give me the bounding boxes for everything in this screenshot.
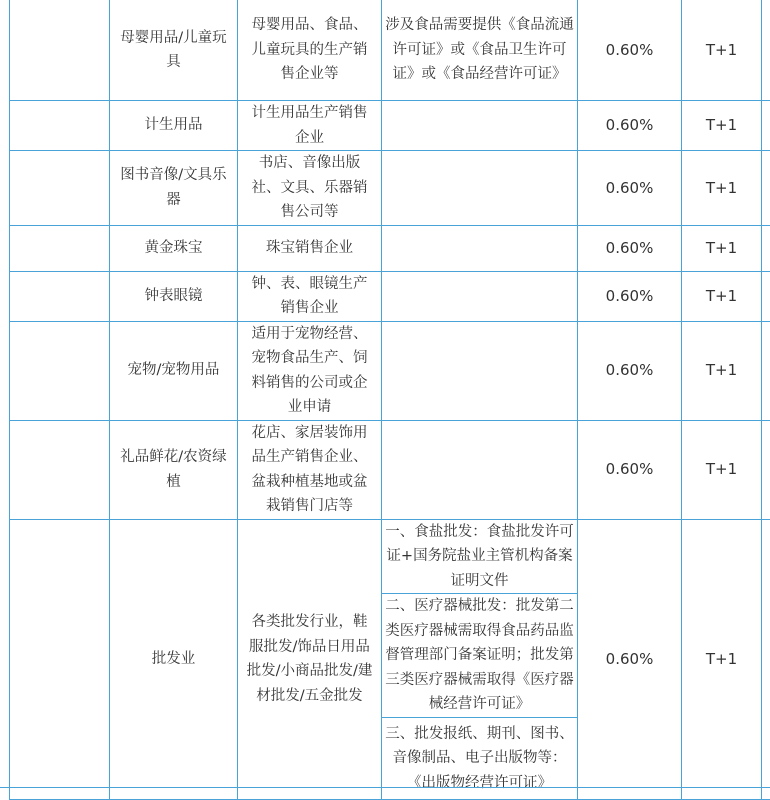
qualification-cell bbox=[382, 151, 578, 226]
table-row bbox=[10, 420, 770, 519]
merchant-category-table bbox=[9, 0, 770, 800]
qualification-cell bbox=[382, 271, 578, 321]
scope-cell: 书店、音像出版社、文具、乐器销售公司等 bbox=[238, 151, 382, 226]
right-margin-cell bbox=[762, 225, 770, 271]
scope-cell: 珠宝销售企业 bbox=[238, 225, 382, 271]
qualification-cell bbox=[382, 420, 578, 519]
scope-cell: 母婴用品、食品、儿童玩具的生产销售企业等 bbox=[238, 0, 382, 101]
qualification-cell bbox=[382, 225, 578, 271]
left-margin-cell bbox=[10, 101, 110, 151]
qualification-cell bbox=[382, 101, 578, 151]
table-row bbox=[10, 321, 770, 420]
settlement-cell: T+1 bbox=[682, 271, 762, 321]
rate-cell: 0.60% bbox=[578, 225, 682, 271]
right-margin-cell bbox=[762, 101, 770, 151]
category-cell: 图书音像/文具乐器 bbox=[110, 151, 238, 226]
table-row bbox=[10, 225, 770, 271]
right-margin-cell bbox=[762, 151, 770, 226]
left-margin-cell bbox=[10, 225, 110, 271]
category-cell: 黄金珠宝 bbox=[110, 225, 238, 271]
right-margin-cell bbox=[762, 271, 770, 321]
qualification-group-cell bbox=[382, 519, 578, 800]
rate-cell: 0.60% bbox=[578, 420, 682, 519]
scope-cell: 花店、家居装饰用品生产销售企业、盆栽种植基地或盆栽销售门店等 bbox=[238, 420, 382, 519]
category-cell: 宠物/宠物用品 bbox=[110, 321, 238, 420]
scope-cell: 适用于宠物经营、宠物食品生产、饲料销售的公司或企业申请 bbox=[238, 321, 382, 420]
settlement-cell: T+1 bbox=[682, 519, 762, 800]
qualification-item: 三、批发报纸、期刊、图书、音像制品、电子出版物等：《出版物经营许可证》 bbox=[382, 717, 577, 799]
scope-cell: 计生用品生产销售企业 bbox=[238, 101, 382, 151]
settlement-cell: T+1 bbox=[682, 0, 762, 101]
table-row bbox=[10, 151, 770, 226]
qualification-cell bbox=[382, 321, 578, 420]
right-margin-cell bbox=[762, 0, 770, 101]
left-margin-cell bbox=[10, 151, 110, 226]
right-margin-cell bbox=[762, 420, 770, 519]
scope-cell: 钟、表、眼镜生产销售企业 bbox=[238, 271, 382, 321]
rate-cell: 0.60% bbox=[578, 271, 682, 321]
qualification-cell: 涉及食品需要提供《食品流通许可证》或《食品卫生许可证》或《食品经营许可证》 bbox=[382, 0, 578, 101]
settlement-cell: T+1 bbox=[682, 101, 762, 151]
rate-cell: 0.60% bbox=[578, 321, 682, 420]
settlement-cell: T+1 bbox=[682, 420, 762, 519]
left-margin-cell bbox=[10, 519, 110, 800]
table-row bbox=[10, 519, 770, 800]
scope-cell: 各类批发行业，鞋服批发/饰品日用品批发/小商品批发/建材批发/五金批发 bbox=[238, 519, 382, 800]
rate-cell: 0.60% bbox=[578, 101, 682, 151]
category-cell: 批发业 bbox=[110, 519, 238, 800]
qualification-item: 二、医疗器械批发：批发第二类医疗器械需取得食品药品监督管理部门备案证明；批发第三类医疗器械需取得《医疗器械经营许可证》 bbox=[382, 594, 577, 718]
qualification-subtable bbox=[382, 520, 577, 800]
rate-cell: 0.60% bbox=[578, 0, 682, 101]
category-cell: 钟表眼镜 bbox=[110, 271, 238, 321]
table-row bbox=[10, 271, 770, 321]
left-margin-cell bbox=[10, 271, 110, 321]
table-bottom-border bbox=[0, 787, 770, 788]
right-margin-cell bbox=[762, 321, 770, 420]
qualification-item: 一、食盐批发：食盐批发许可证+国务院盐业主管机构备案证明文件 bbox=[382, 520, 577, 594]
left-margin-cell bbox=[10, 0, 110, 101]
table-row bbox=[10, 0, 770, 101]
category-cell: 母婴用品/儿童玩具 bbox=[110, 0, 238, 101]
settlement-cell: T+1 bbox=[682, 151, 762, 226]
rate-cell: 0.60% bbox=[578, 519, 682, 800]
left-margin-cell bbox=[10, 420, 110, 519]
table-row bbox=[10, 101, 770, 151]
rate-cell: 0.60% bbox=[578, 151, 682, 226]
left-margin-cell bbox=[10, 321, 110, 420]
category-cell: 礼品鲜花/农资绿植 bbox=[110, 420, 238, 519]
settlement-cell: T+1 bbox=[682, 321, 762, 420]
right-margin-cell bbox=[762, 519, 770, 800]
settlement-cell: T+1 bbox=[682, 225, 762, 271]
category-cell: 计生用品 bbox=[110, 101, 238, 151]
